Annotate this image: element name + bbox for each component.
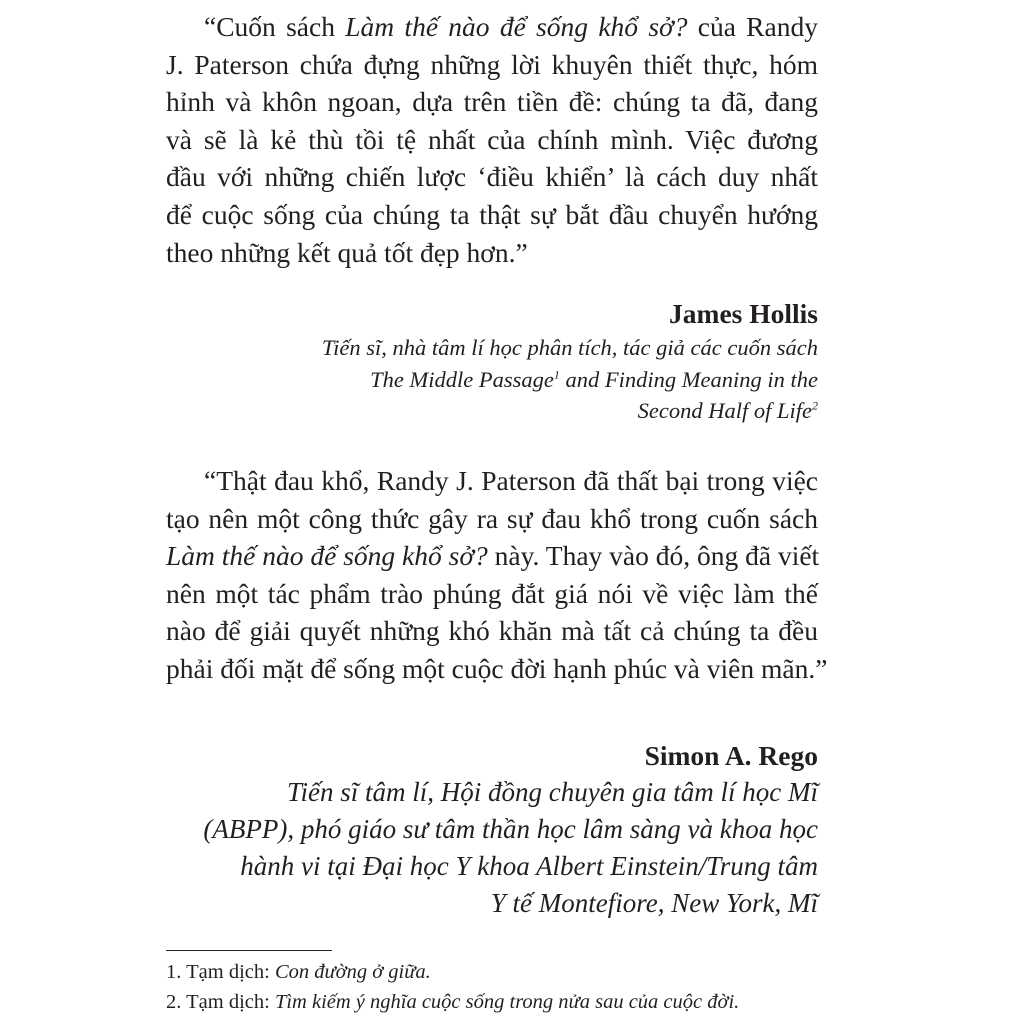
footnote-1: 1. Tạm dịch: Con đường ở giữa. [166, 961, 431, 983]
quote-line: tạo nên một công thức gây ra sự đau khổ trong cuốn sách [166, 502, 818, 534]
attribution-simon-rego [166, 738, 818, 922]
footnote-ref: 2 [812, 398, 818, 413]
author-name: Simon A. Rego [644, 740, 818, 771]
quote-line: theo những kết quả tốt đẹp hơn.” [166, 236, 528, 268]
quote-line: nên một tác phẩm trào phúng đắt giá nói về việc làm thế [166, 577, 818, 609]
quote-line: “Thật đau khổ, Randy J. Paterson đã thất bại trong việc [204, 465, 818, 496]
footnote-ref: 1 [553, 367, 560, 381]
author-role: Y tế Montefiore, New York, Mĩ [490, 888, 818, 918]
footnotes [166, 957, 866, 1017]
quote-line: phải đối mặt để sống một cuộc đời hạnh phúc và viên mãn.” [166, 652, 828, 684]
quote-line: nào để giải quyết những khó khăn mà tất cả chúng ta đều [166, 615, 818, 647]
author-role: The Middle Passage$^1$ and Finding Meaning in the [370, 366, 818, 392]
author-name: James Hollis [669, 298, 818, 329]
footnote-divider [166, 950, 332, 951]
quote-line: đầu với những chiến lược ‘điều khiển’ là cách duy nhất [166, 161, 818, 193]
author-role: Tiến sĩ, nhà tâm lí học phân tích, tác giả các cuốn sách [321, 335, 818, 360]
quote-line: J. Paterson chứa đựng những lời khuyên thiết thực, hóm [166, 48, 818, 80]
attribution-james-hollis [166, 296, 818, 427]
quote-line: Làm thế nào để sống khổ sở? này. Thay vào đó, ông đã viết [166, 540, 820, 572]
footnote-2: 2. Tạm dịch: Tìm kiếm ý nghĩa cuộc sống trong nửa sau của cuộc đời. [166, 991, 740, 1013]
quote-line: “Cuốn sách Làm thế nào để sống khổ sở? của Randy [204, 11, 818, 42]
author-role: Second Half of Life$^2$ [637, 398, 818, 423]
quote-line: để cuộc sống của chúng ta thật sự bắt đầu chuyển hướng [166, 198, 818, 230]
author-role: (ABPP), phó giáo sư tâm thần học lâm sàng và khoa học [203, 814, 818, 844]
quote-line: và sẽ là kẻ thù tồi tệ nhất của chính mình. Việc đương [166, 123, 818, 155]
author-role: hành vi tại Đại học Y khoa Albert Einstein/Trung tâm [240, 851, 818, 881]
quote-rego-praise [166, 462, 828, 688]
author-role: Tiến sĩ tâm lí, Hội đồng chuyên gia tâm lí học Mĩ [287, 777, 818, 807]
quote-paterson-praise [166, 8, 818, 271]
quote-line: hỉnh và khôn ngoan, dựa trên tiền đề: chúng ta đã, đang [166, 86, 818, 118]
